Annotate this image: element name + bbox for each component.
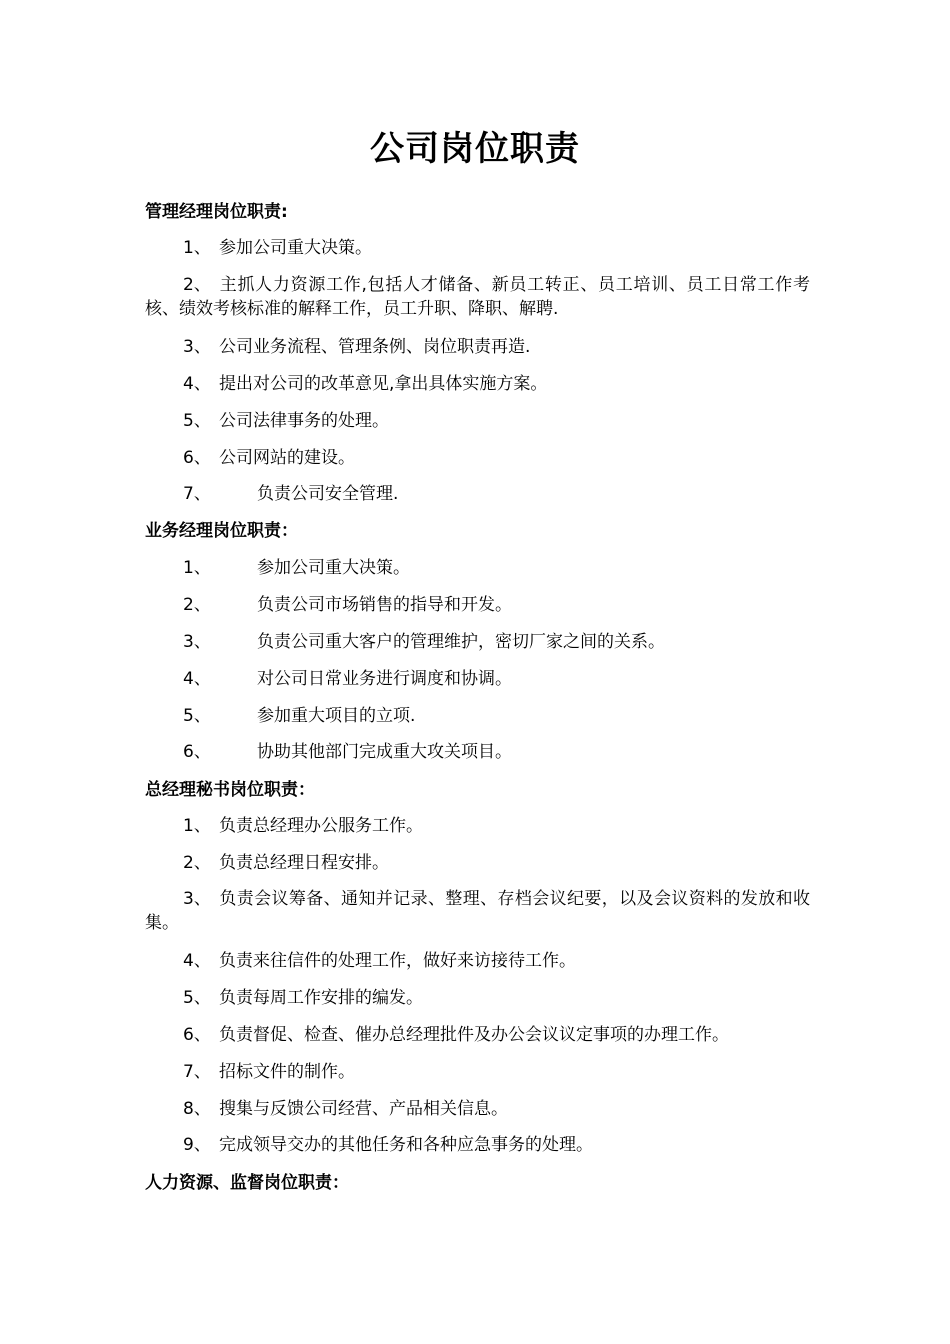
item-text: 公司法律事务的处理。 — [219, 411, 389, 431]
item-number: 2、 — [183, 275, 211, 295]
list-item — [145, 482, 810, 506]
item-number: 8、 — [183, 1099, 211, 1119]
section-business-manager — [145, 520, 810, 542]
item-number: 4、 — [183, 374, 211, 394]
item-number: 3、 — [183, 889, 211, 909]
list-item — [145, 740, 810, 764]
list-item — [145, 409, 810, 433]
item-number: 9、 — [183, 1135, 211, 1155]
item-number: 4、 — [183, 669, 211, 689]
page-title: 公司岗位职责 — [370, 129, 580, 169]
item-text: 参加公司重大决策。 — [219, 238, 372, 258]
item-text: 完成领导交办的其他任务和各种应急事务的处理。 — [219, 1135, 593, 1155]
item-text: 负责总经理办公服务工作。 — [219, 816, 423, 836]
item-text: 负责每周工作安排的编发。 — [219, 988, 423, 1008]
item-text: 负责公司市场销售的指导和开发。 — [257, 595, 512, 615]
section-heading: 业务经理岗位职责： — [145, 521, 298, 541]
item-number: 7、 — [183, 484, 211, 504]
list-item — [145, 704, 810, 728]
item-number: 7、 — [183, 1062, 211, 1082]
item-text: 协助其他部门完成重大攻关项目。 — [257, 742, 512, 762]
item-number: 5、 — [183, 988, 211, 1008]
item-number: 6、 — [183, 1025, 211, 1045]
item-text: 负责公司安全管理. — [257, 484, 399, 504]
item-number: 6、 — [183, 448, 211, 468]
item-text: 负责总经理日程安排。 — [219, 853, 389, 873]
section-hr-supervision — [145, 1172, 810, 1194]
list-item — [145, 814, 810, 838]
item-number: 2、 — [183, 595, 211, 615]
list-item — [145, 630, 810, 654]
item-text: 负责会议筹备、通知并记录、整理、存档会议纪要，以及会议资料的发放和收集。 — [145, 889, 810, 933]
list-item — [145, 1023, 810, 1047]
section-management-manager — [145, 201, 810, 223]
item-number: 2、 — [183, 853, 211, 873]
list-item — [145, 986, 810, 1010]
list-item — [145, 236, 810, 260]
section-heading: 总经理秘书岗位职责： — [145, 780, 315, 800]
section-heading: 管理经理岗位职责: — [145, 202, 288, 222]
item-text: 参加重大项目的立项. — [257, 706, 416, 726]
section-heading: 人力资源、监督岗位职责： — [145, 1173, 349, 1193]
list-item — [145, 273, 810, 321]
list-item — [145, 556, 810, 580]
item-number: 3、 — [183, 337, 211, 357]
list-item — [145, 593, 810, 617]
item-number: 5、 — [183, 706, 211, 726]
list-item — [145, 1097, 810, 1121]
section-secretary — [145, 779, 810, 801]
item-text: 负责公司重大客户的管理维护，密切厂家之间的关系。 — [257, 632, 665, 652]
item-number: 3、 — [183, 632, 211, 652]
item-number: 1、 — [183, 558, 211, 578]
item-text: 招标文件的制作。 — [219, 1062, 355, 1082]
item-text: 负责督促、检查、催办总经理批件及办公会议议定事项的办理工作。 — [219, 1025, 729, 1045]
list-item — [145, 949, 810, 973]
item-text: 公司业务流程、管理条例、岗位职责再造. — [219, 337, 531, 357]
list-item — [145, 372, 810, 396]
item-number: 5、 — [183, 411, 211, 431]
item-text: 负责来往信件的处理工作，做好来访接待工作。 — [219, 951, 576, 971]
list-item — [145, 1133, 810, 1157]
item-number: 4、 — [183, 951, 211, 971]
item-number: 6、 — [183, 742, 211, 762]
list-item — [145, 667, 810, 691]
list-item — [145, 335, 810, 359]
item-text: 公司网站的建设。 — [219, 448, 355, 468]
item-number: 1、 — [183, 816, 211, 836]
item-text: 搜集与反馈公司经营、产品相关信息。 — [219, 1099, 508, 1119]
list-item — [145, 446, 810, 470]
item-text: 参加公司重大决策。 — [257, 558, 410, 578]
item-number: 1、 — [183, 238, 211, 258]
list-item — [145, 887, 810, 935]
list-item — [145, 1060, 810, 1084]
item-text: 提出对公司的改革意见,拿出具体实施方案。 — [219, 374, 548, 394]
item-text: 对公司日常业务进行调度和协调。 — [257, 669, 512, 689]
list-item — [145, 851, 810, 875]
item-text: 主抓人力资源工作,包括人才储备、新员工转正、员工培训、员工日常工作考核、绩效考核标准的解释工作，员工升职、降职、解聘. — [145, 275, 810, 319]
